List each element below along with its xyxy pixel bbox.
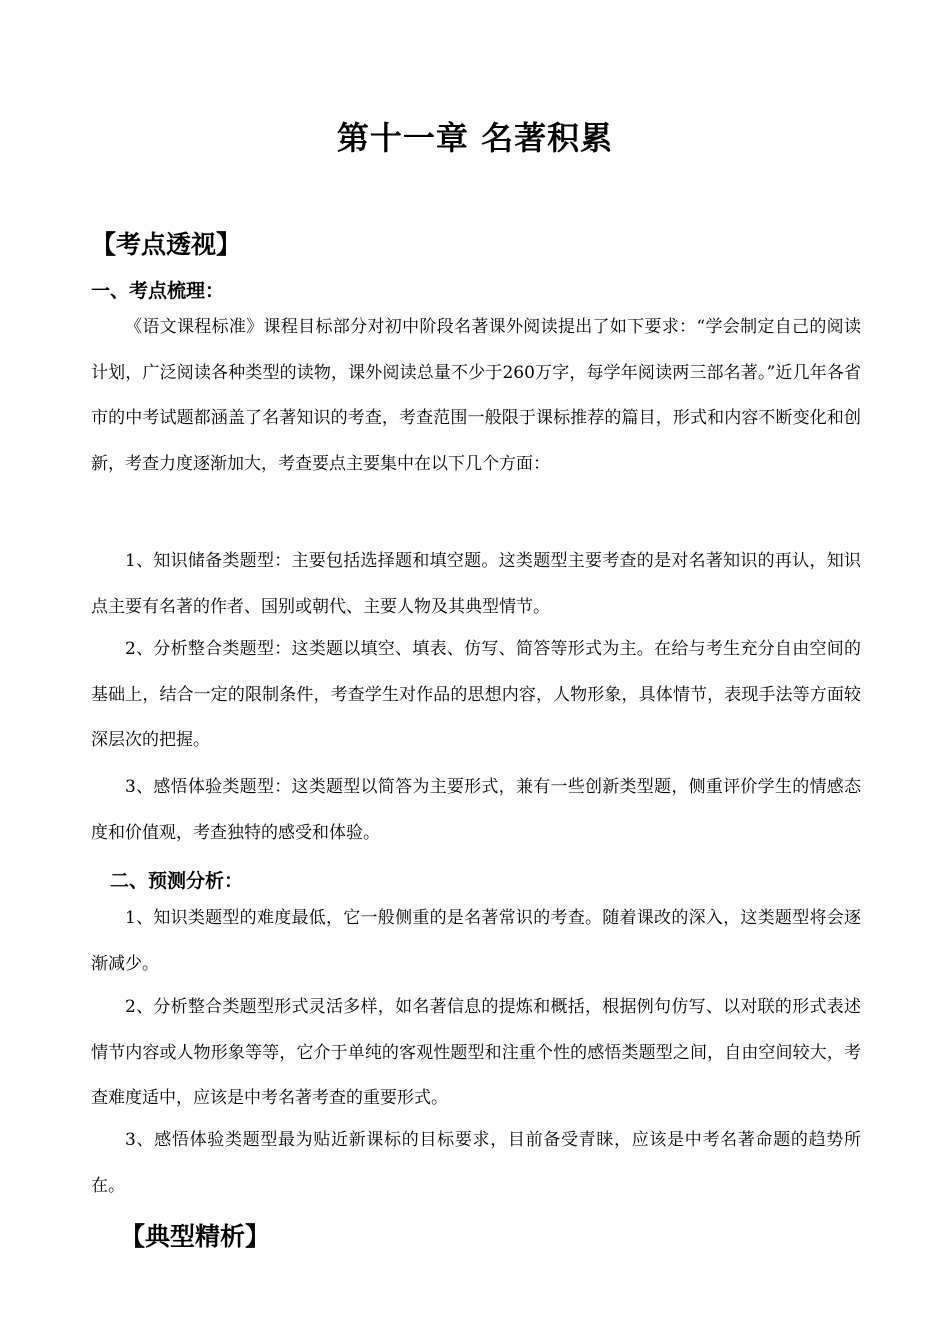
chapter-title: 第十一章 名著积累: [336, 119, 614, 157]
paragraph-predict-3: 3、感悟体验类题型最为贴近新课标的目标要求，目前备受青睐，应该是中考名著命题的趋势所在。: [91, 1130, 861, 1196]
paragraph-type-knowledge: 1、知识储备类题型：主要包括选择题和填空题。这类题型主要考查的是对名著知识的再认，知识点主要有名著的作者、国别或朝代、主要人物及其典型情节。: [91, 551, 861, 617]
paragraph-type-experience: 3、感悟体验类题型：这类题型以简答为主要形式，兼有一些创新类型题，侧重评价学生的情感态度和价值观，考查独特的感受和体验。: [91, 777, 861, 843]
section-heading-dianxing: 【典型精析】: [120, 1222, 271, 1251]
paragraph-predict-1: 1、知识类题型的难度最低，它一般侧重的是名著常识的考查。随着课改的深入，这类题型将会逐渐减少。: [91, 908, 861, 974]
subheading-kaodian-shuli: 一、考点梳理：: [91, 280, 225, 302]
paragraph-predict-2: 2、分析整合类题型形式灵活多样，如名著信息的提炼和概括，根据例句仿写、以对联的形式表述情节内容或人物形象等等，它介于单纯的客观性题型和注重个性的感悟类题型之间，自由空间较大，考查难度适中，应该是中考名著考查的重要形式。: [91, 997, 861, 1108]
subheading-yuce-fenxi: 二、预测分析：: [110, 870, 244, 892]
paragraph-intro: 《语文课程标准》课程目标部分对初中阶段名著课外阅读提出了如下要求：“学会制定自己的阅读计划，广泛阅读各种类型的读物，课外阅读总量不少于260万字，每学年阅读两三部名著。”近几年各省市的中考试题都涵盖了名著知识的考查，考查范围一般限于课标推荐的篇目，形式和内容不断变化和创新，考查力度逐渐加大，考查要点主要集中在以下几个方面：: [91, 317, 861, 474]
section-heading-kaodian: 【考点透视】: [91, 230, 242, 259]
paragraph-type-analysis: 2、分析整合类题型：这类题以填空、填表、仿写、简答等形式为主。在给与考生充分自由空间的基础上，结合一定的限制条件，考查学生对作品的思想内容，人物形象，具体情节，表现手法等方面较深层次的把握。: [91, 639, 861, 750]
